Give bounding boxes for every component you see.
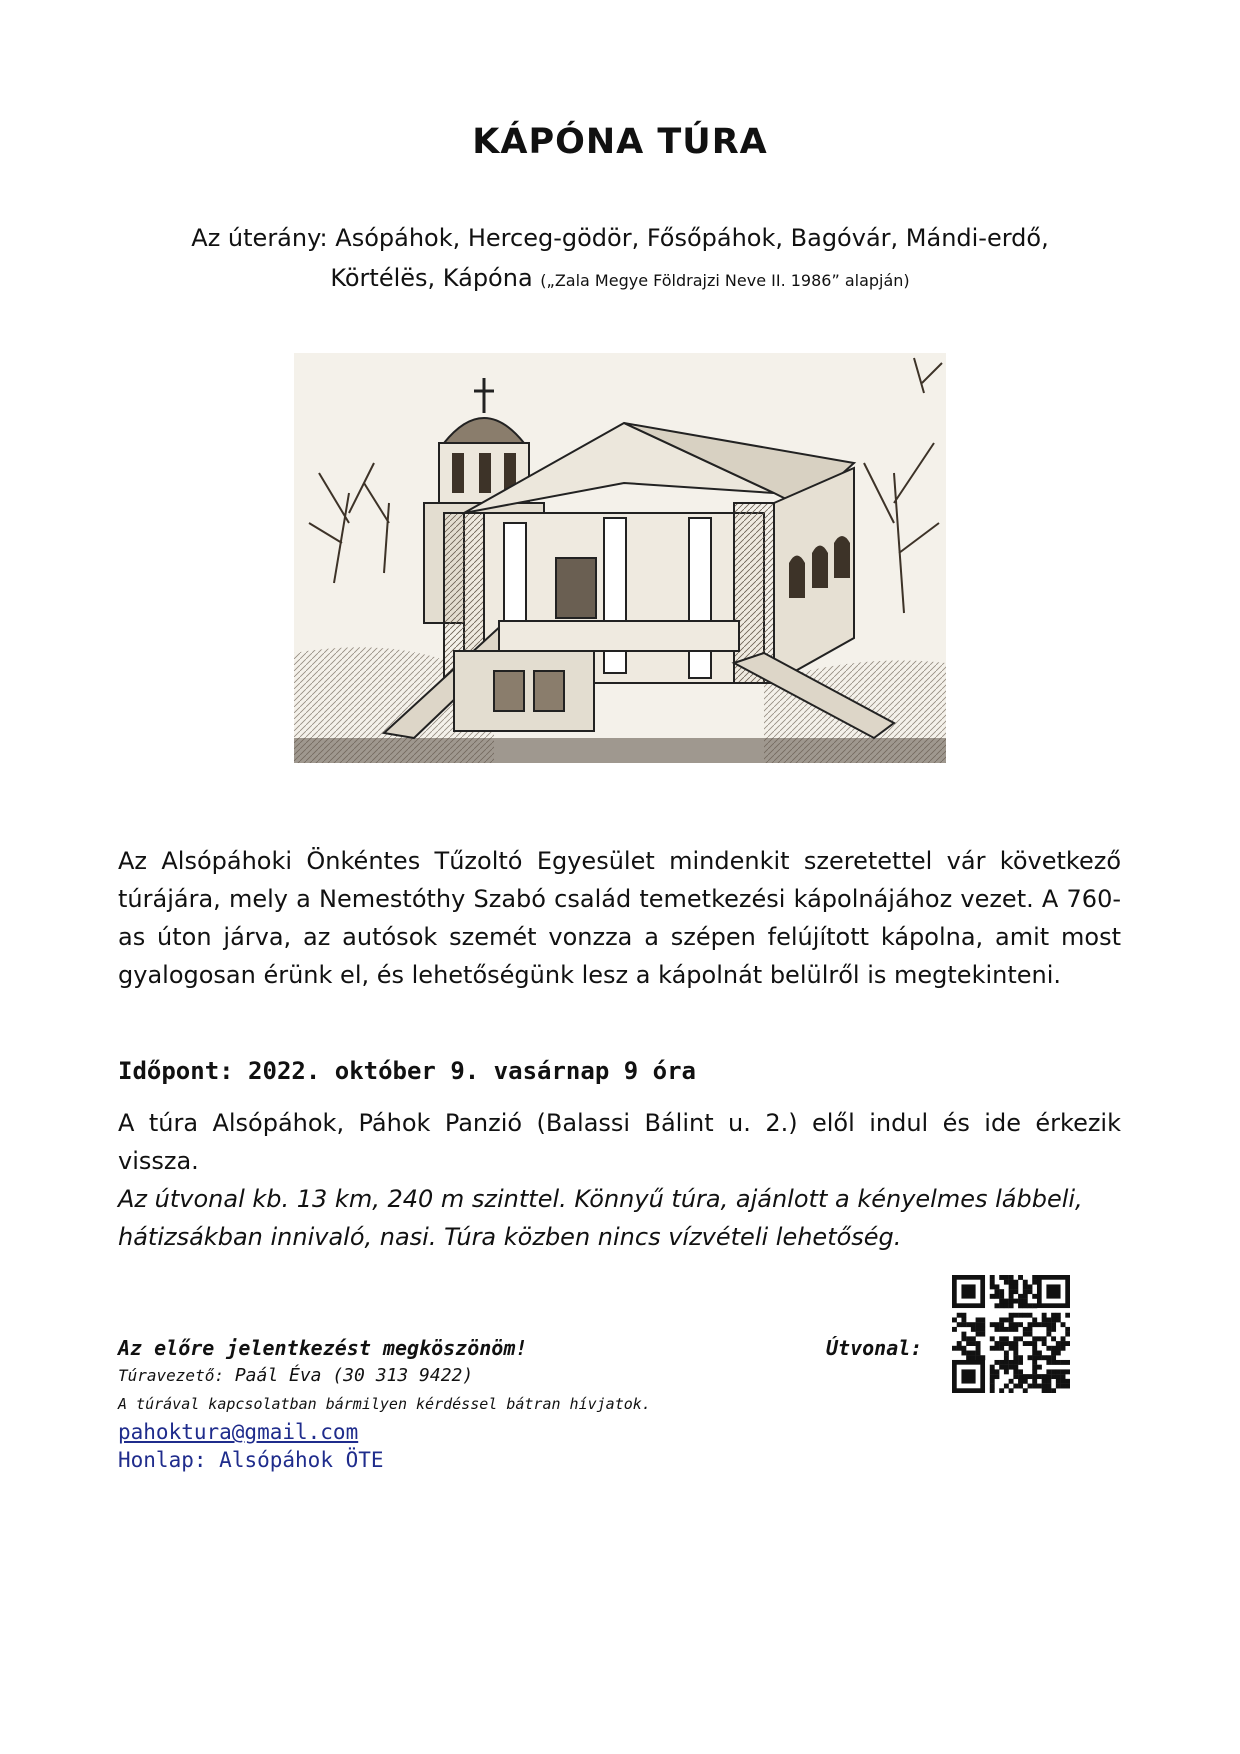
qr-code-icon[interactable] (952, 1275, 1070, 1393)
registration-thanks: Az előre jelentkezést megköszönöm! (118, 1336, 528, 1360)
questions-note: A túrával kapcsolatban bármilyen kérdéssel bátran hívjatok. (118, 1395, 651, 1413)
chapel-sketch-image (294, 353, 946, 763)
tour-leader (118, 1365, 473, 1386)
route-line-1: Az úterány: Asópáhok, Herceg-gödör, Fősőpáhok, Bagóvár, Mándi-erdő, (191, 224, 1049, 252)
route-line-2-main: Körtélës, Kápóna (330, 264, 533, 292)
homepage-link[interactable]: Alsópáhok ÖTE (219, 1448, 384, 1472)
tour-leader-value: Paál Éva (30 313 9422) (234, 1365, 474, 1386)
intro-paragraph: Az Alsópáhoki Önkéntes Tűzoltó Egyesület mindenkit szeretettel vár következő túrájára, mely a Nemestóthy Szabó család temetkezési kápolnájához vezet. A 760-as úton járva, az autósok szemét vonzza a szépen felújított kápolna, amit most gyalogosan érünk el, és lehetőségünk lesz a kápolnát belülről is megtekinteni. (118, 847, 1121, 989)
event-date: Időpont: 2022. október 9. vasárnap 9 óra (118, 1057, 696, 1085)
start-location-text: A túra Alsópáhok, Páhok Panzió (Balassi Bálint u. 2.) elől indul és ide érkezik vissza. (118, 1109, 1121, 1175)
homepage (118, 1448, 384, 1472)
route-details-text: Az útvonal kb. 13 km, 240 m szinttel. Könnyű túra, ajánlott a kényelmes lábbeli, hátizsákban innivaló, nasi. Túra közben nincs vízvételi lehetőség. (118, 1185, 1083, 1251)
route-description (110, 218, 1130, 301)
route-source-note: („Zala Megye Földrajzi Neve II. 1986” alapján) (540, 271, 910, 290)
tour-leader-label: Túravezető: (118, 1366, 224, 1385)
homepage-label: Honlap: (118, 1448, 207, 1472)
email-link[interactable]: pahoktura@gmail.com (118, 1420, 359, 1444)
page-title: KÁPÓNA TÚRA (472, 122, 768, 162)
route-line-2 (110, 258, 1130, 301)
route-qr-label: Útvonal: (826, 1336, 923, 1360)
